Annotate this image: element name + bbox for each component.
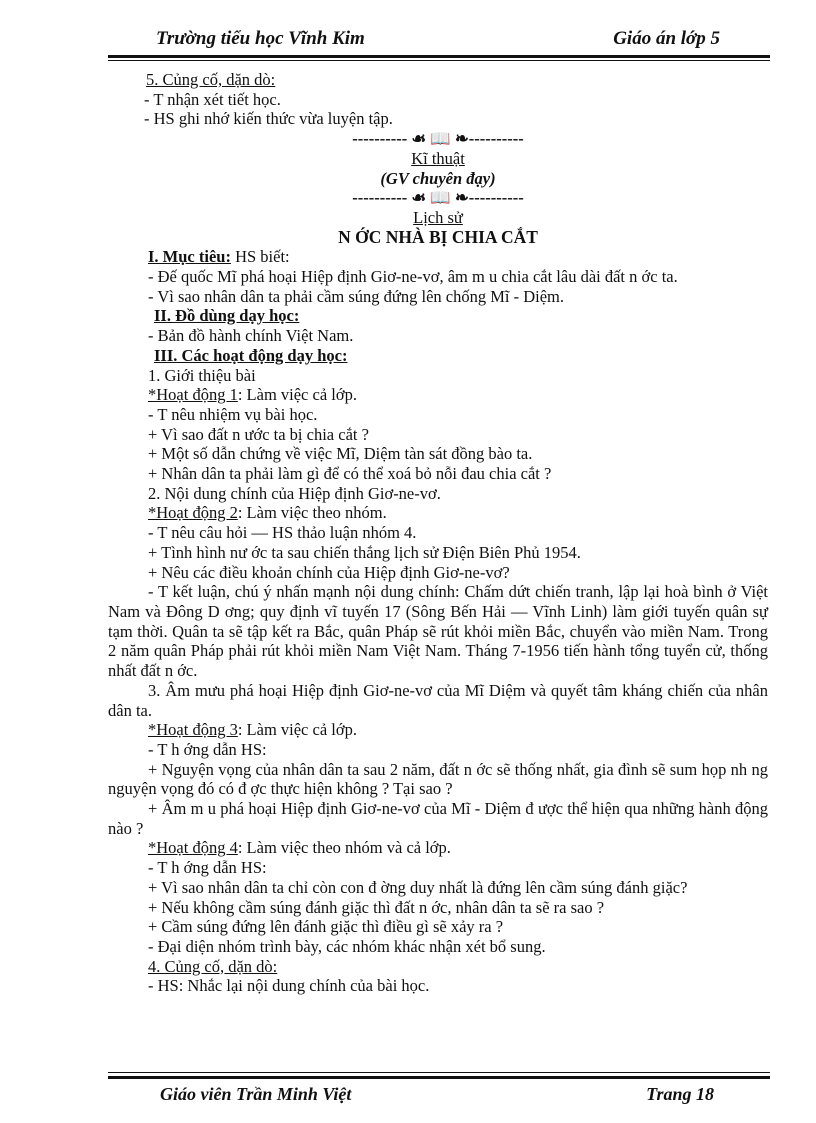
activity-line — [108, 385, 768, 405]
header-rule-thick — [108, 55, 770, 58]
text-line: + Cầm súng đứng lên đánh giặc thì điều gì sẽ xảy ra ? — [148, 917, 504, 937]
decorative-separator: ---------- ☙ 📖 ❧---------- — [352, 129, 524, 149]
school-name: Trường tiểu học Vĩnh Kim — [156, 28, 365, 49]
activity-desc: : Làm việc theo nhóm. — [237, 503, 387, 523]
activities-heading: III. Các hoạt động dạy học: — [154, 345, 348, 365]
text-line: 2. Nội dung chính của Hiệp định Giơ-ne-vơ. — [148, 483, 441, 503]
activity-label: *Hoạt động 4 — [148, 838, 238, 858]
subject-note: (GV chuyên đạy) — [380, 168, 496, 188]
text-line: + Nêu các điều khoản chính của Hiệp định Giơ-ne-vơ? — [148, 562, 510, 582]
text-line: + Âm m u phá hoại Hiệp định Giơ-ne-vơ của Mĩ - Diệm đ ược thể hiện qua những hành động nào ? — [108, 799, 768, 838]
subject-title: Lịch sử — [413, 207, 463, 227]
subject-title: Kĩ thuật — [411, 148, 465, 168]
objectives-intro: HS biết: — [230, 247, 290, 267]
text-line: + Nhân dân ta phải làm gì để có thể xoá bỏ nỗi đau chia cắt ? — [148, 464, 552, 484]
page-number: Trang 18 — [646, 1084, 714, 1104]
decorative-separator: ---------- ☙ 📖 ❧---------- — [352, 188, 524, 208]
header-rule-thin — [108, 60, 770, 61]
text-line: - T nêu nhiệm vụ bài học. — [148, 404, 318, 424]
text-line: 3. Âm mưu phá hoại Hiệp định Giơ-ne-vơ của Mĩ Diệm và quyết tâm kháng chiến của nhân dân ta. — [108, 680, 768, 720]
footer-rule-thick — [108, 1076, 770, 1079]
activity-desc: : Làm việc cả lớp. — [237, 385, 357, 405]
text-line: + Nếu không cầm súng đánh giặc thì đất n ớc, nhân dân ta sẽ ra sao ? — [148, 897, 605, 917]
text-line: + Vì sao đất n ước ta bị chia cắt ? — [148, 424, 369, 444]
teacher-name: Giáo viên Trần Minh Việt — [160, 1084, 352, 1104]
activity-label: *Hoạt động 2 — [148, 503, 238, 523]
text-line: + Một số dẫn chứng về việc Mĩ, Diệm tàn sát đồng bào ta. — [148, 444, 533, 464]
conclusion-paragraph: - T kết luận, chú ý nhấn mạnh nội dung chính: Chấm dứt chiến tranh, lập lại hoà bình ở Việt Nam và Đông D ơng; quy định vĩ tuyến 17 (Sông Bến Hải — Vĩnh Linh) làm giới tuyến quân sự tạm thời. Quân ta sẽ tập kết ra Bắc, quân Pháp sẽ rút khỏi miền Bắc, chuyển vào miền Nam. Trong 2 năm quân Pháp phải rút khỏi miền Nam Việt Nam. Tháng 7-1956 tiến hành tổng tuyển cử, thống nhất đất n ớc. — [108, 582, 768, 681]
section-heading — [108, 70, 768, 90]
footer-rule-thin — [108, 1072, 770, 1073]
activity-label: *Hoạt động 1 — [148, 385, 238, 405]
text-line: + Nguyện vọng của nhân dân ta sau 2 năm, đất n ớc sẽ thống nhất, gia đình sẽ sum họp nh ng nguyện vọng đó có đ ợc thực hiện không ? Tại sao ? — [108, 759, 768, 799]
text-line: - Đại diện nhóm trình bày, các nhóm khác nhận xét bổ sung. — [148, 936, 546, 956]
objectives-heading — [108, 247, 768, 267]
lesson-plan-label: Giáo án lớp 5 — [613, 28, 720, 49]
text-line: - T h ớng dẫn HS: — [148, 739, 267, 759]
text-line: + Tình hình nư ớc ta sau chiến thắng lịch sử Điện Biên Phủ 1954. — [148, 542, 581, 562]
activity-label: *Hoạt động 3 — [148, 720, 238, 740]
text-line: 1. Giới thiệu bài — [148, 365, 256, 385]
activity-desc: : Làm việc theo nhóm và cả lớp. — [237, 838, 451, 858]
text-line: - Bản đồ hành chính Việt Nam. — [148, 326, 354, 346]
text-line: - HS ghi nhớ kiến thức vừa luyện tập. — [144, 109, 393, 129]
text-line: + Vì sao nhân dân ta chỉ còn con đ ờng duy nhất là đứng lên cầm súng đánh giặc? — [148, 877, 688, 897]
activity-line — [108, 503, 768, 523]
lesson-title: N ỚC NHÀ BỊ CHIA CẮT — [338, 226, 538, 247]
activity-line — [108, 838, 768, 858]
objectives-label: I. Mục tiêu: — [148, 247, 231, 267]
activity-desc: : Làm việc cả lớp. — [237, 720, 357, 740]
activity-line — [108, 720, 768, 740]
consolidation-heading: 5. Củng cố, dặn dò: — [146, 70, 276, 89]
consolidation-heading: 4. Củng cố, dặn dò: — [148, 956, 278, 976]
text-line: - HS: Nhắc lại nội dung chính của bài học. — [148, 976, 430, 996]
page-header — [108, 20, 770, 64]
text-line: - T nêu câu hỏi — HS thảo luận nhóm 4. — [148, 523, 417, 543]
page-footer — [108, 1072, 770, 1108]
text-line: - T h ớng dẫn HS: — [148, 858, 267, 878]
materials-heading: II. Đồ dùng dạy học: — [154, 306, 300, 326]
text-line: - T nhận xét tiết học. — [144, 89, 281, 109]
text-line: - Vì sao nhân dân ta phải cầm súng đứng lên chống Mĩ - Diệm. — [148, 286, 565, 306]
page-body — [108, 70, 768, 996]
text-line: - Đế quốc Mĩ phá hoại Hiệp định Giơ-ne-vơ, âm m u chia cắt lâu dài đất n ớc ta. — [148, 267, 678, 287]
